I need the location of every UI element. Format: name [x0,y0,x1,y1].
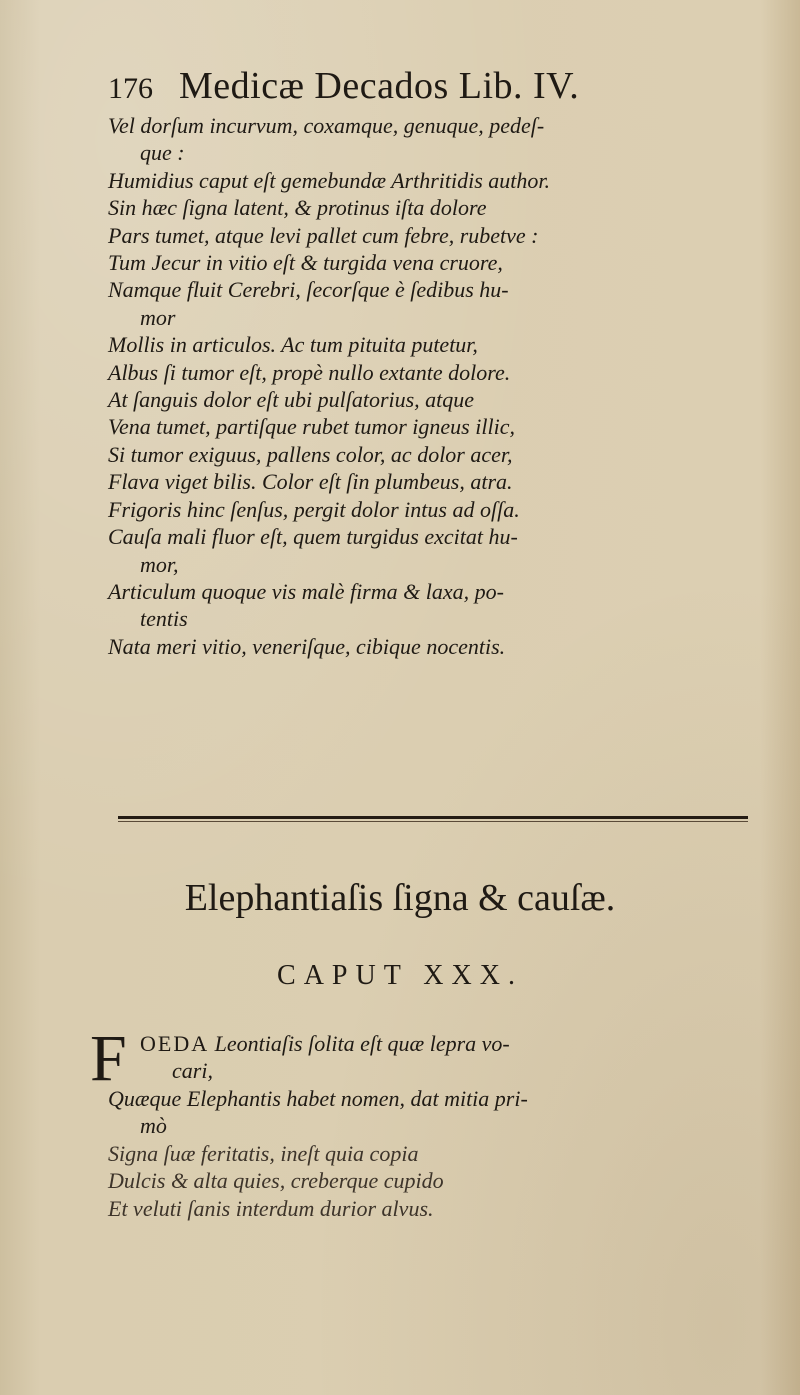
opening-continuation: cari, [172,1058,213,1084]
verse-line: mò [140,1113,167,1139]
opening-small-caps: OEDA [140,1031,210,1056]
verse-line: Humidius caput eſt gemebundæ Arthritidis author. [108,167,551,193]
page-number: 176 [108,72,153,105]
verse-line: Nata meri vitio, veneriſque, cibique nocentis. [108,633,506,659]
verse-line: Dulcis & alta quies, creberque cupido [108,1168,444,1194]
verse-line: Quæque Elephantis habet nomen, dat mitia pri- [108,1086,528,1111]
opening-line-text: Leontiaſis ſolita eſt quæ lepra vo- [214,1031,510,1056]
section-divider [118,816,748,819]
verse-line: Vena tumet, partiſque rubet tumor igneus illic, [108,414,515,440]
verse-line: tentis [140,606,188,632]
running-title: Medicæ Decados Lib. IV. [179,65,580,107]
verse-line: At ſanguis dolor eſt ubi pulſatorius, atque [108,387,475,413]
verse-line: Tum Jecur in vitio eſt & turgida vena cruore, [108,250,503,276]
verse-line: Sin hæc ſigna latent, & protinus iſta dolore [108,195,487,221]
verse-line: Et veluti ſanis interdum durior alvus. [108,1195,434,1221]
verse-line: que : [140,140,185,166]
drop-capital: F [90,1022,127,1095]
verse-line: Signa ſuæ feritatis, ineſt quia copia [108,1140,419,1166]
running-header [108,64,728,108]
verse-line: Articulum quoque vis malè firma & laxa, po- [108,578,504,604]
verse-line: Pars tumet, atque levi pallet cum febre, rubetve : [108,222,539,248]
verse-line: Namque fluit Cerebri, ſecorſque è ſedibus hu- [108,277,509,303]
verse-line: mor [140,304,176,330]
verse-line: Si tumor exiguus, pallens color, ac dolor acer, [108,441,513,467]
verse-line: Vel dorſum incurvum, coxamque, genuque, pedeſ- [108,113,545,138]
verse-line: Albus ſi tumor eſt, propè nullo extante dolore. [108,359,511,385]
verse-block-top [108,112,768,660]
verse-line: Mollis in articulos. Ac tum pituita putetur, [108,332,478,358]
verse-line: mor, [140,551,179,577]
verse-line: Frigoris hinc ſenſus, pergit dolor intus ad oſſa. [108,496,520,522]
verse-line: Flava viget bilis. Color eſt ſin plumbeus, atra. [108,469,513,495]
chapter-number: CAPUT XXX. [277,960,523,991]
chapter-title: Elephantiaſis ſigna & cauſæ. [184,877,616,919]
verse-line: Cauſa mali fluor eſt, quem turgidus excitat hu- [108,524,518,550]
opening-line [140,1030,780,1085]
verse-block-bottom [108,1085,768,1222]
